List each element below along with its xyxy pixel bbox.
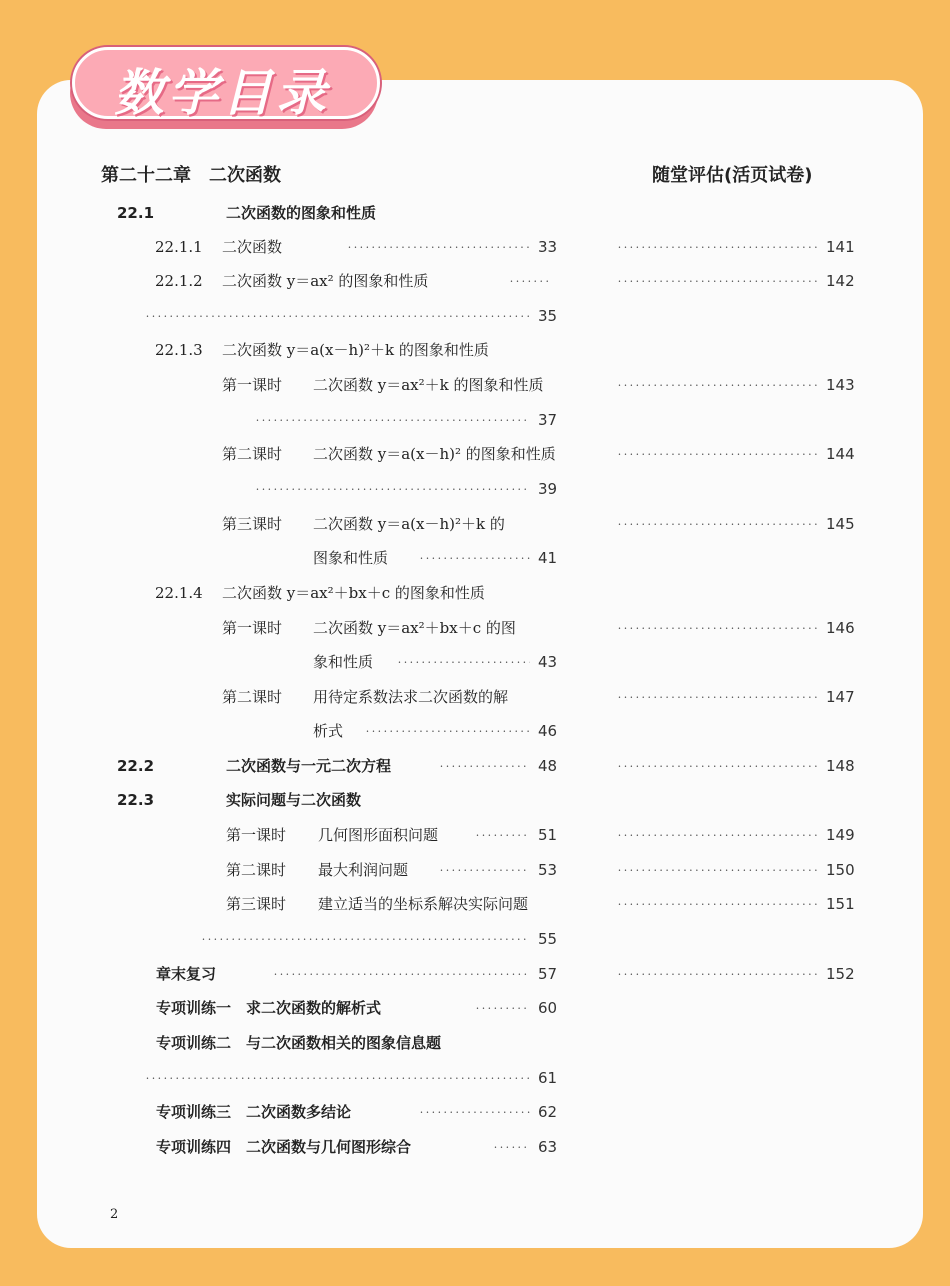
dot-leader [420,1103,530,1121]
entry-title: 二次函数 [222,238,283,256]
dot-leader [618,238,818,256]
lesson-label: 第二课时 [226,861,287,879]
training-title: 专项训练四 二次函数与几何图形综合 [156,1138,412,1156]
page-number[interactable]: 51 [538,826,558,844]
entry-title: 二次函数 y＝a(x－h)²＋k 的 [313,515,505,533]
lesson-label: 第一课时 [222,619,283,637]
dot-leader [494,1138,530,1156]
page-number[interactable]: 62 [538,1103,558,1121]
lesson-label: 第一课时 [226,826,287,844]
dot-leader [274,965,530,983]
dot-leader [476,999,530,1017]
dot-leader [202,930,530,948]
dot-leader [440,757,530,775]
dot-leader [256,480,530,498]
entry-title: 二次函数 y＝ax²＋bx＋c 的图象和性质 [222,584,485,602]
entry-title: 二次函数 y＝ax²＋k 的图象和性质 [313,376,544,394]
entry-title: 二次函数 y＝ax²＋bx＋c 的图 [313,619,516,637]
eval-page-number[interactable]: 147 [826,688,855,706]
entry-title: 二次函数 y＝a(x－h)²＋k 的图象和性质 [222,341,489,359]
lesson-label: 第一课时 [222,376,283,394]
eval-page-number[interactable]: 143 [826,376,855,394]
page-number[interactable]: 33 [538,238,558,256]
entry-title: 几何图形面积问题 [318,826,439,844]
page-number[interactable]: 43 [538,653,558,671]
page-number[interactable]: 60 [538,999,558,1017]
dot-leader [348,238,530,256]
entry-title: 最大利润问题 [318,861,409,879]
dot-leader [146,307,530,325]
page-number[interactable]: 46 [538,722,558,740]
entry-number: 22.1.4 [155,584,203,602]
page-number[interactable]: 53 [538,861,558,879]
entry-number: 22.1.3 [155,341,203,359]
page-number[interactable]: 61 [538,1069,558,1087]
dot-leader [420,549,530,567]
dot-leader [618,445,818,463]
eval-page-number[interactable]: 152 [826,965,855,983]
chapter-heading: 第二十二章 二次函数 [101,165,281,186]
entry-title: 用待定系数法求二次函数的解 [313,688,509,706]
entry-title: 二次函数 y＝ax² 的图象和性质 [222,272,429,290]
page-number[interactable]: 57 [538,965,558,983]
dot-leader [510,272,550,290]
dot-leader [618,861,818,879]
eval-page-number[interactable]: 151 [826,895,855,913]
section-title: 二次函数的图象和性质 [226,204,377,222]
eval-page-number[interactable]: 141 [826,238,855,256]
page-number[interactable]: 35 [538,307,558,325]
title-banner [70,47,382,131]
entry-number: 22.1.2 [155,272,203,290]
section-number: 22.2 [117,757,155,775]
training-title: 专项训练一 求二次函数的解析式 [156,999,382,1017]
eval-page-number[interactable]: 150 [826,861,855,879]
dot-leader [476,826,530,844]
eval-page-number[interactable]: 146 [826,619,855,637]
section-title: 二次函数与一元二次方程 [226,757,392,775]
eval-heading: 随堂评估(活页试卷) [652,165,813,186]
review-title: 章末复习 [156,965,217,983]
eval-page-number[interactable]: 144 [826,445,855,463]
page-number[interactable]: 48 [538,757,558,775]
lesson-label: 第三课时 [226,895,287,913]
dot-leader [256,411,530,429]
dot-leader [366,722,530,740]
dot-leader [618,757,818,775]
dot-leader [618,895,818,913]
page-number[interactable]: 63 [538,1138,558,1156]
page-number[interactable]: 55 [538,930,558,948]
footer-page-number: 2 [110,1207,119,1222]
entry-title: 二次函数 y＝a(x－h)² 的图象和性质 [313,445,556,463]
entry-title-continued: 象和性质 [313,653,374,671]
eval-page-number[interactable]: 145 [826,515,855,533]
dot-leader [618,515,818,533]
dot-leader [618,619,818,637]
entry-number: 22.1.1 [155,238,203,256]
page-number[interactable]: 41 [538,549,558,567]
dot-leader [618,826,818,844]
entry-title-continued: 图象和性质 [313,549,389,567]
entry-title-continued: 析式 [313,722,344,740]
training-title: 专项训练二 与二次函数相关的图象信息题 [156,1034,442,1052]
banner-title: 数学目录 [114,64,330,122]
training-title: 专项训练三 二次函数多结论 [156,1103,352,1121]
lesson-label: 第二课时 [222,688,283,706]
eval-page-number[interactable]: 149 [826,826,855,844]
lesson-label: 第二课时 [222,445,283,463]
page-number[interactable]: 37 [538,411,558,429]
entry-title: 建立适当的坐标系解决实际问题 [318,895,529,913]
dot-leader [618,688,818,706]
eval-page-number[interactable]: 142 [826,272,855,290]
dot-leader [618,272,818,290]
dot-leader [618,376,818,394]
eval-page-number[interactable]: 148 [826,757,855,775]
dot-leader [440,861,530,879]
section-title: 实际问题与二次函数 [226,791,362,809]
section-number: 22.3 [117,791,155,809]
page-number[interactable]: 39 [538,480,558,498]
lesson-label: 第三课时 [222,515,283,533]
section-number: 22.1 [117,204,155,222]
dot-leader [146,1069,530,1087]
dot-leader [618,965,818,983]
dot-leader [398,653,530,671]
